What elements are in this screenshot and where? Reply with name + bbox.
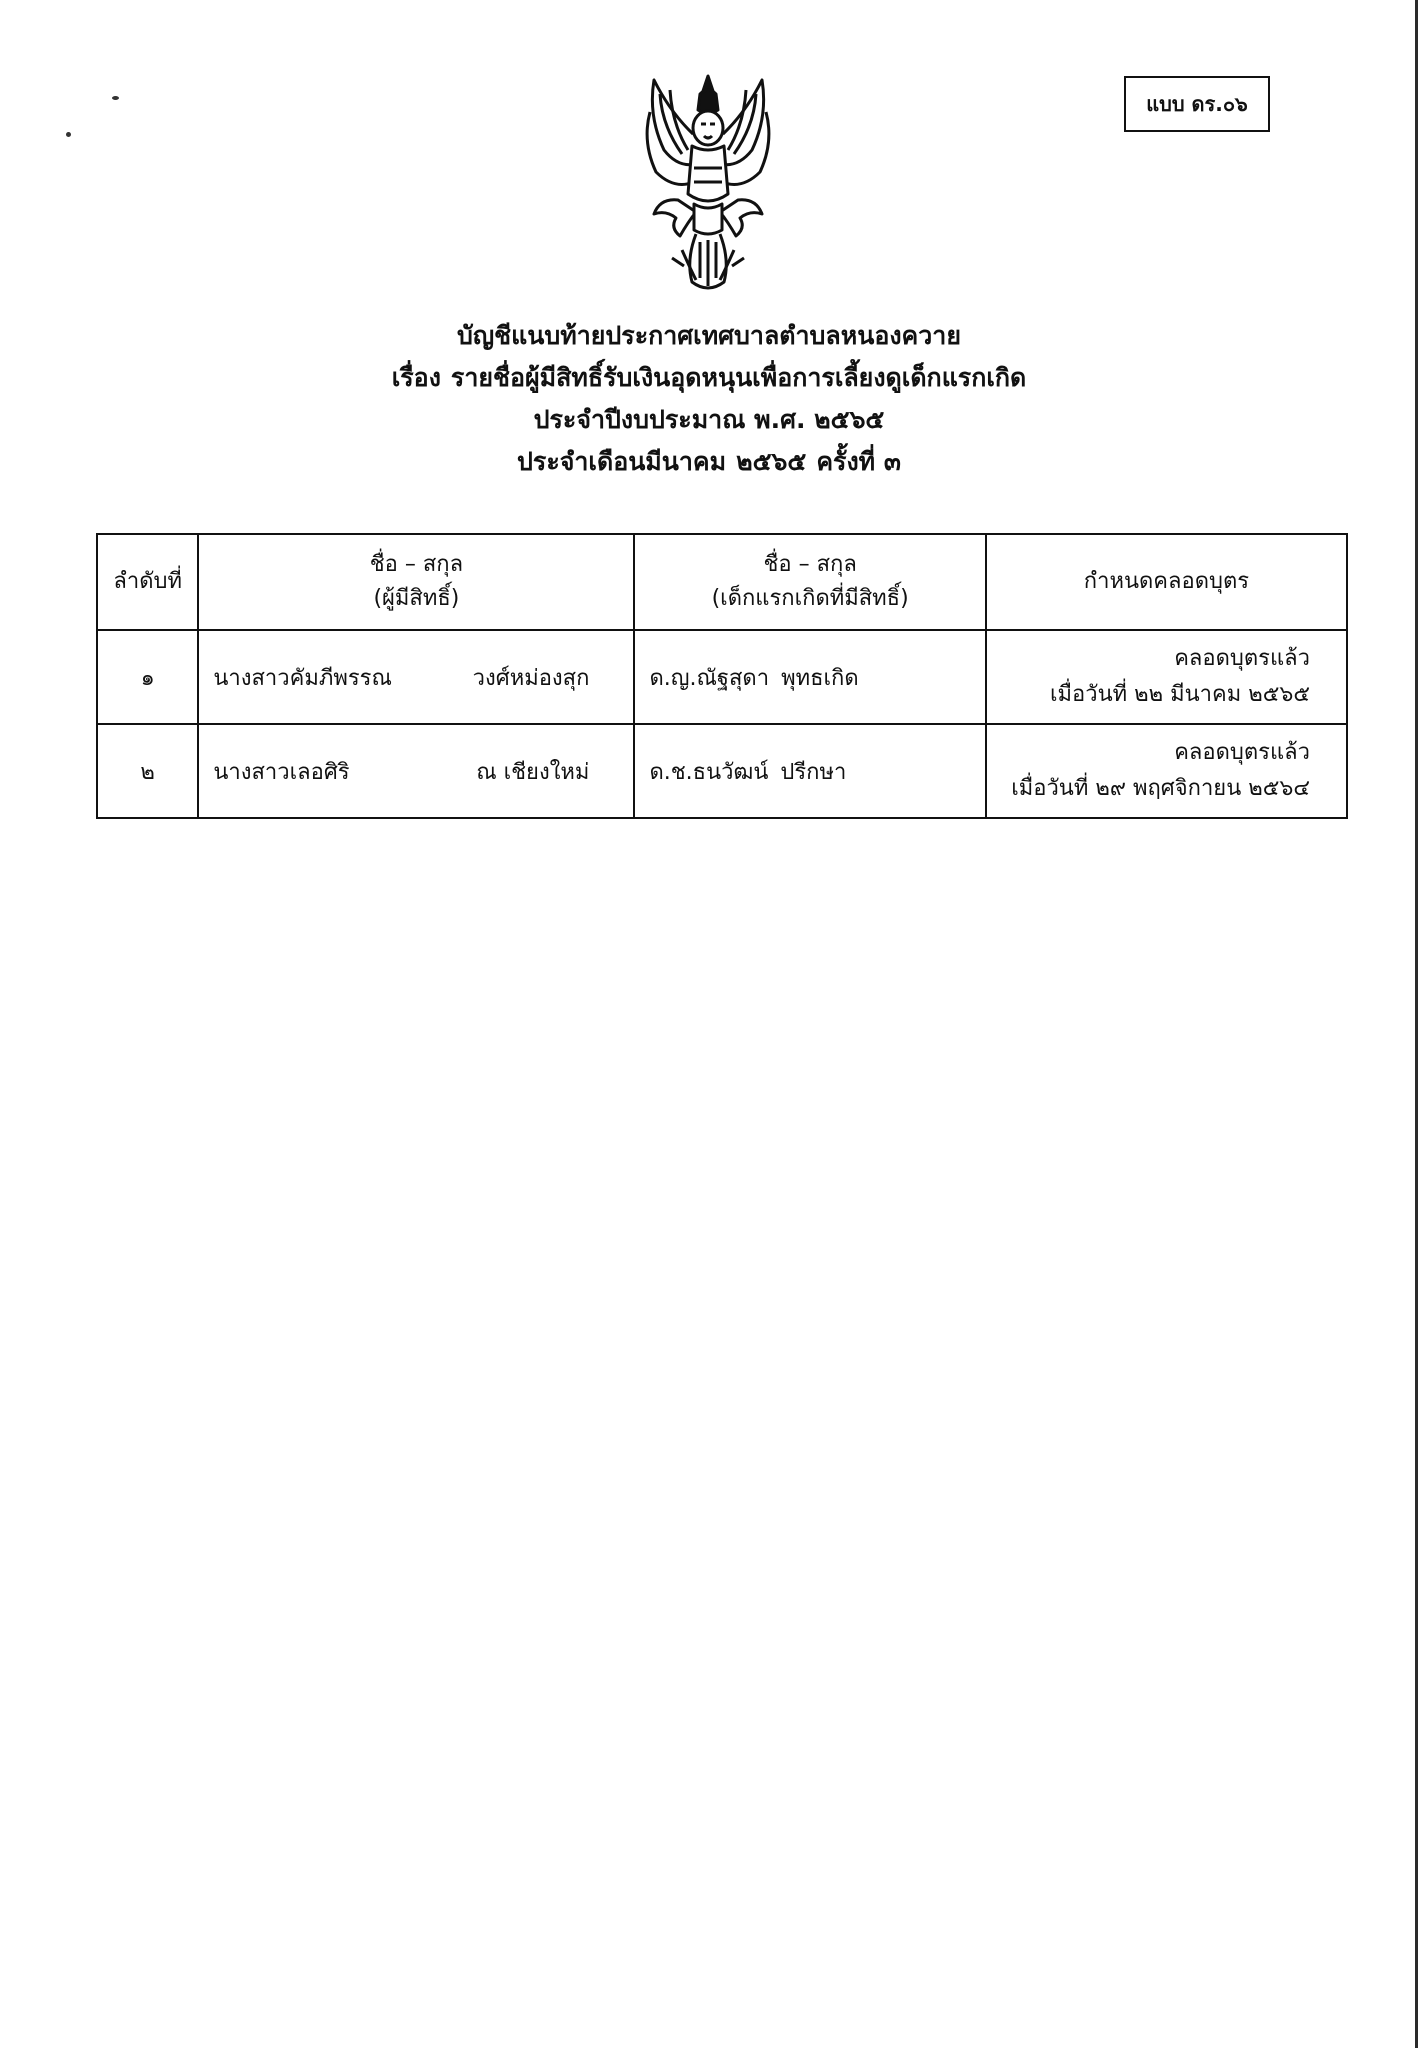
header-name-title: ชื่อ – สกุล (369, 552, 464, 577)
header-name (198, 534, 634, 630)
row-beneficiary (198, 724, 634, 818)
scan-speck (112, 96, 119, 100)
beneficiary-first-name: นางสาวเลอศิริ (213, 759, 350, 785)
child-first-name: ด.ญ.ณัฐสุดา (649, 665, 770, 691)
table-row (97, 630, 1347, 724)
child-first-name: ด.ช.ธนวัฒน์ (649, 759, 769, 785)
birth-status: คลอดบุตรแล้ว (1174, 740, 1310, 765)
header-seq: ลำดับที่ (97, 534, 198, 630)
row-seq: ๑ (97, 630, 198, 724)
garuda-emblem-icon (630, 72, 786, 296)
form-code: แบบ ดร.๐๖ (1146, 92, 1248, 116)
child-last-name: ปรีกษา (780, 759, 847, 785)
heading-round: ครั้งที่ ๓ (816, 447, 901, 476)
heading-line-2 (0, 357, 1418, 399)
beneficiary-first-name: นางสาวคัมภีพรรณ (213, 665, 392, 691)
beneficiary-last-name: วงศ์หม่องสุก (472, 665, 590, 691)
table-row (97, 724, 1347, 818)
subject-label: เรื่อง (391, 363, 441, 392)
row-seq: ๒ (97, 724, 198, 818)
header-birth: กำหนดคลอดบุตร (986, 534, 1347, 630)
heading-year: ๒๕๖๕ (736, 447, 807, 476)
row-birth (986, 630, 1347, 724)
row-birth (986, 724, 1347, 818)
row-child (634, 630, 985, 724)
header-name-sub: (ผู้มีสิทธิ์) (373, 586, 460, 611)
header-child (634, 534, 985, 630)
beneficiary-table (96, 533, 1348, 819)
document-heading (0, 315, 1418, 483)
header-child-title: ชื่อ – สกุล (763, 552, 857, 577)
row-child (634, 724, 985, 818)
scan-speck (66, 132, 71, 137)
birth-date: เมื่อวันที่ ๒๙ พฤศจิกายน ๒๕๖๔ (1011, 776, 1310, 801)
birth-date: เมื่อวันที่ ๒๒ มีนาคม ๒๕๖๕ (1050, 682, 1310, 707)
row-beneficiary (198, 630, 634, 724)
child-last-name: พุทธเกิด (781, 665, 859, 691)
header-child-sub: (เด็กแรกเกิดที่มีสิทธิ์) (711, 586, 909, 611)
heading-month: ประจำเดือนมีนาคม (517, 447, 727, 476)
heading-line-1: บัญชีแนบท้ายประกาศเทศบาลตำบลหนองควาย (457, 321, 961, 350)
subject-text: รายชื่อผู้มีสิทธิ์รับเงินอุดหนุนเพื่อการเลี้ยงดูเด็กแรกเกิด (450, 363, 1027, 392)
heading-line-3: ประจำปีงบประมาณ พ.ศ. ๒๕๖๕ (533, 405, 885, 434)
beneficiary-last-name: ณ เชียงใหม่ (476, 759, 590, 785)
birth-status: คลอดบุตรแล้ว (1174, 646, 1310, 671)
heading-line-4 (0, 441, 1418, 483)
form-code-box (1124, 76, 1270, 132)
table-header-row (97, 534, 1347, 630)
